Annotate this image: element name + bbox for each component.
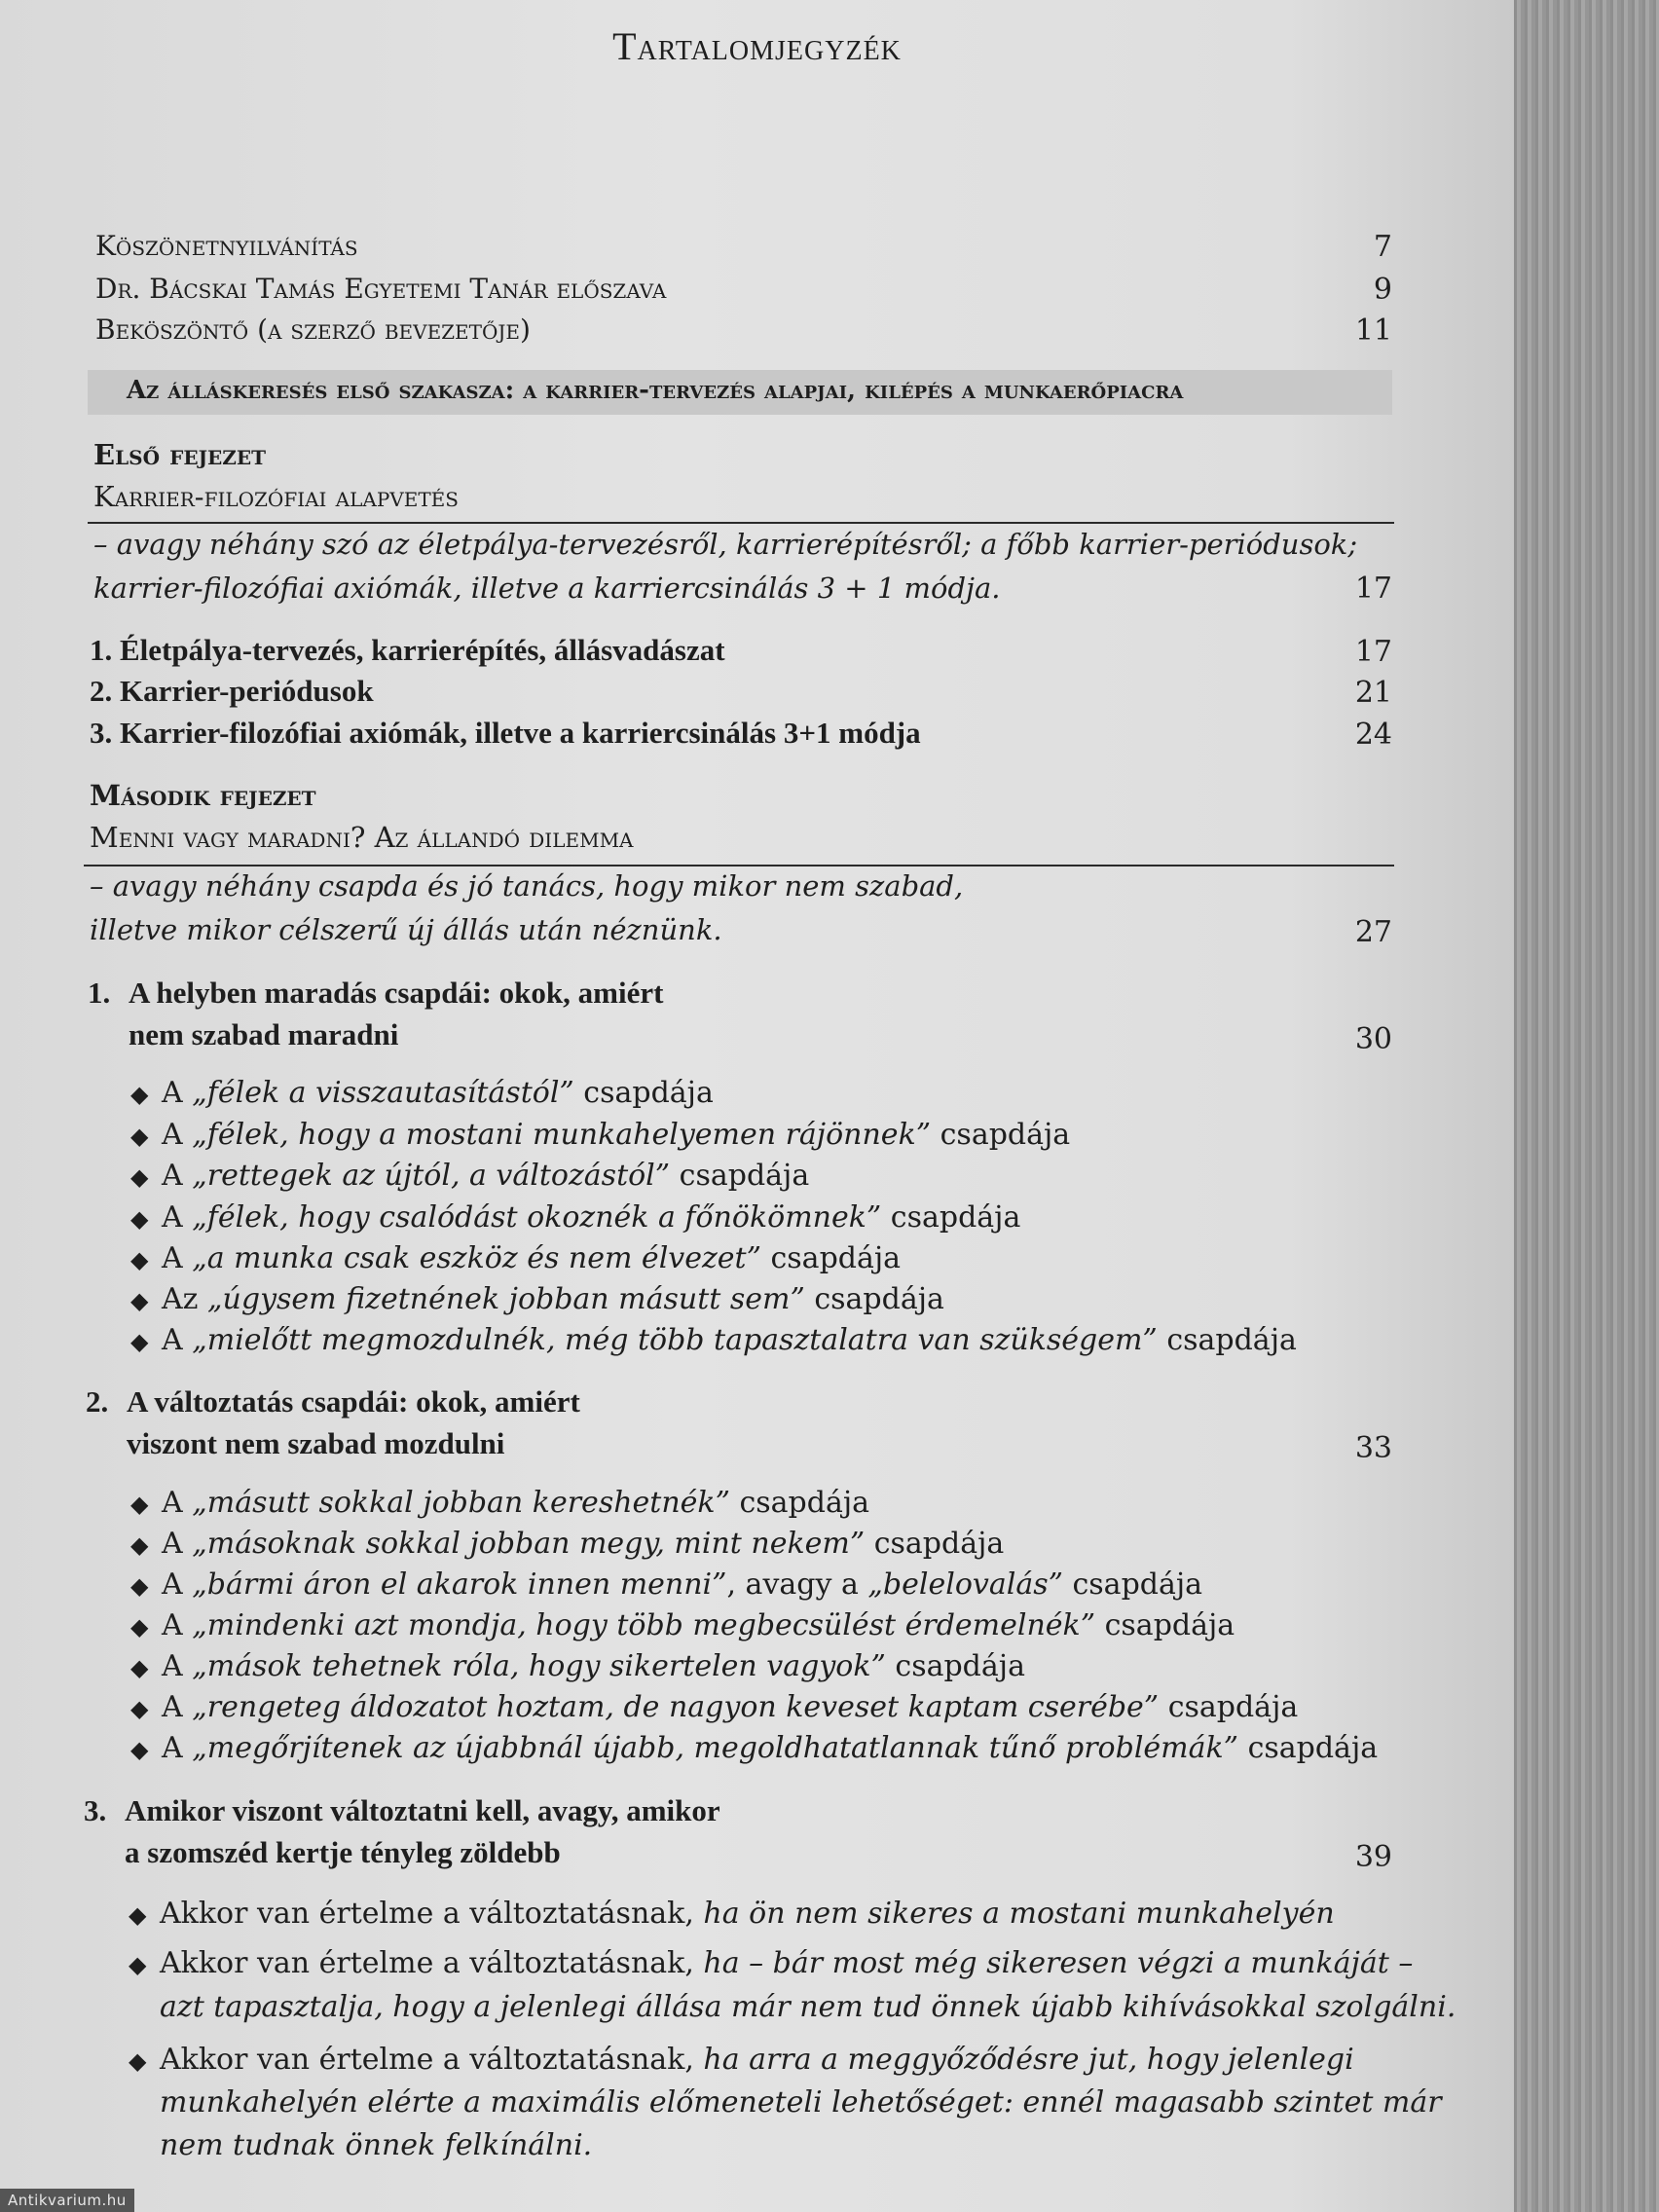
- diamond-bullet-icon: ◆: [130, 1613, 149, 1641]
- diamond-bullet-icon: ◆: [130, 1328, 149, 1355]
- chapter-description: karrier-filozófiai axiómák, illetve a karriercsinálás 3 + 1 módja.: [93, 571, 1001, 605]
- list-item: ◆ Akkor van értelme a változtatásnak, ha – bár most még sikeresen végzi a munkáját –: [129, 1946, 1414, 1980]
- list-item: ◆ A „megőrjítenek az újabbnál újabb, megoldhatatlannak tűnő problémák” csapdája: [130, 1731, 1379, 1765]
- diamond-bullet-icon: ◆: [130, 1163, 149, 1191]
- page-number: 9: [1373, 273, 1392, 307]
- list-item-cont: azt tapasztalja, hogy a jelenlegi állása már nem tud önnek újabb kihívásokkal szolgálni.: [160, 1990, 1456, 2024]
- list-item: ◆ Akkor van értelme a változtatásnak, ha arra a meggyőződésre jut, hogy jelenlegi: [129, 2043, 1354, 2077]
- list-item: ◆ A „félek, hogy a mostani munkahelyemen rájönnek” csapdája: [130, 1118, 1071, 1152]
- chapter-description: – avagy néhány szó az életpálya-tervezésről, karrierépítésről; a főbb karrier-periódusok;: [93, 528, 1358, 561]
- toc-section[interactable]: Amikor viszont változtatni kell, avagy, amikor: [125, 1793, 720, 1827]
- diamond-bullet-icon: ◆: [129, 2047, 147, 2075]
- list-item: ◆ A „mindenki azt mondja, hogy több megbecsülést érdemelnék” csapdája: [130, 1608, 1235, 1642]
- toc-section[interactable]: A helyben maradás csapdái: okok, amiért: [129, 976, 664, 1010]
- list-item: ◆ A „félek, hogy csalódást okoznék a főnökömnek” csapdája: [130, 1200, 1021, 1235]
- list-item: ◆ Akkor van értelme a változtatásnak, ha ön nem sikeres a mostani munkahelyén: [129, 1897, 1335, 1931]
- list-item: ◆ A „másutt sokkal jobban kereshetnék” csapdája: [130, 1486, 870, 1520]
- diamond-bullet-icon: ◆: [130, 1246, 149, 1273]
- chapter-rule: [84, 865, 1394, 866]
- chapter-label: Első fejezet: [93, 438, 267, 471]
- chapter-description: illetve mikor célszerű új állás után néznünk.: [90, 913, 722, 946]
- list-item: ◆ A „rettegek az újtól, a változástól” csapdája: [130, 1159, 810, 1193]
- toc-entry-introduction[interactable]: Beköszöntő (a szerző bevezetője): [95, 313, 531, 346]
- page-number: 11: [1354, 313, 1392, 348]
- chapter-label: Második fejezet: [90, 779, 316, 812]
- diamond-bullet-icon: ◆: [130, 1205, 149, 1233]
- section-number: 1.: [88, 976, 111, 1010]
- list-item-cont: nem tudnak önnek felkínálni.: [160, 2128, 593, 2162]
- watermark: Antikvarium.hu: [0, 2189, 134, 2212]
- page-number: 17: [1354, 635, 1392, 669]
- toc-section[interactable]: 2. Karrier-periódusok: [90, 674, 374, 708]
- diamond-bullet-icon: ◆: [130, 1081, 149, 1108]
- page-number: 21: [1354, 676, 1392, 710]
- diamond-bullet-icon: ◆: [130, 1123, 149, 1150]
- toc-entry-acknowledgements[interactable]: Köszönetnyilvánítás: [95, 230, 358, 262]
- page-number: 39: [1354, 1840, 1392, 1874]
- list-item: ◆ A „a munka csak eszköz és nem élvezet” csapdája: [130, 1241, 902, 1275]
- chapter-title[interactable]: Karrier-filozófiai alapvetés: [93, 480, 459, 513]
- diamond-bullet-icon: ◆: [130, 1531, 149, 1559]
- page-number: 33: [1354, 1431, 1392, 1465]
- diamond-bullet-icon: ◆: [129, 1901, 147, 1929]
- toc-section[interactable]: 1. Életpálya-tervezés, karrierépítés, állásvadászat: [90, 633, 725, 667]
- part-heading: Az álláskeresés első szakasza: a karrier-tervezés alapjai, kilépés a munkaerőpiacra: [127, 376, 1184, 405]
- diamond-bullet-icon: ◆: [130, 1654, 149, 1681]
- toc-section[interactable]: A változtatás csapdái: okok, amiért: [127, 1384, 580, 1419]
- diamond-bullet-icon: ◆: [130, 1287, 149, 1314]
- chapter-title[interactable]: Menni vagy maradni? Az állandó dilemma: [90, 821, 634, 854]
- list-item: ◆ A „mielőtt megmozdulnék, még több tapasztalatra van szükségem” csapdája: [130, 1323, 1297, 1357]
- list-item: ◆ A „másoknak sokkal jobban megy, mint nekem” csapdája: [130, 1527, 1005, 1561]
- toc-section-cont[interactable]: viszont nem szabad mozdulni: [127, 1426, 505, 1460]
- book-edge: [1514, 0, 1659, 2212]
- list-item-cont: munkahelyén elérte a maximális előmeneteli lehetőséget: ennél magasabb szintet már: [160, 2085, 1442, 2120]
- page-title: Tartalomjegyzék: [612, 24, 902, 68]
- chapter-rule: [88, 522, 1394, 524]
- page-number: 24: [1354, 718, 1392, 752]
- page-number: 17: [1354, 571, 1392, 606]
- toc-section-cont[interactable]: a szomszéd kertje tényleg zöldebb: [125, 1835, 561, 1869]
- list-item: ◆ A „rengeteg áldozatot hoztam, de nagyon keveset kaptam cserébe” csapdája: [130, 1690, 1299, 1724]
- toc-section-cont[interactable]: nem szabad maradni: [129, 1017, 399, 1051]
- diamond-bullet-icon: ◆: [129, 1951, 147, 1978]
- page-number: 7: [1373, 230, 1392, 264]
- list-item: ◆ Az „úgysem fizetnének jobban másutt sem” csapdája: [130, 1282, 944, 1316]
- diamond-bullet-icon: ◆: [130, 1736, 149, 1763]
- page-number: 30: [1354, 1022, 1392, 1056]
- part-heading-band: [88, 370, 1392, 415]
- diamond-bullet-icon: ◆: [130, 1491, 149, 1518]
- page-number: 27: [1354, 915, 1392, 949]
- toc-section[interactable]: 3. Karrier-filozófiai axiómák, illetve a karriercsinálás 3+1 módja: [90, 716, 921, 750]
- list-item: ◆ A „mások tehetnek róla, hogy sikertelen vagyok” csapdája: [130, 1649, 1025, 1683]
- diamond-bullet-icon: ◆: [130, 1572, 149, 1600]
- list-item: ◆ A „félek a visszautasítástól” csapdája: [130, 1076, 714, 1110]
- section-number: 3.: [84, 1793, 107, 1827]
- toc-entry-foreword[interactable]: Dr. Bácskai Tamás Egyetemi Tanár előszava: [95, 273, 667, 305]
- diamond-bullet-icon: ◆: [130, 1695, 149, 1722]
- list-item: ◆ A „bármi áron el akarok innen menni”, avagy a „belelovalás” csapdája: [130, 1567, 1203, 1602]
- section-number: 2.: [86, 1384, 109, 1419]
- chapter-description: – avagy néhány csapda és jó tanács, hogy mikor nem szabad,: [90, 869, 964, 903]
